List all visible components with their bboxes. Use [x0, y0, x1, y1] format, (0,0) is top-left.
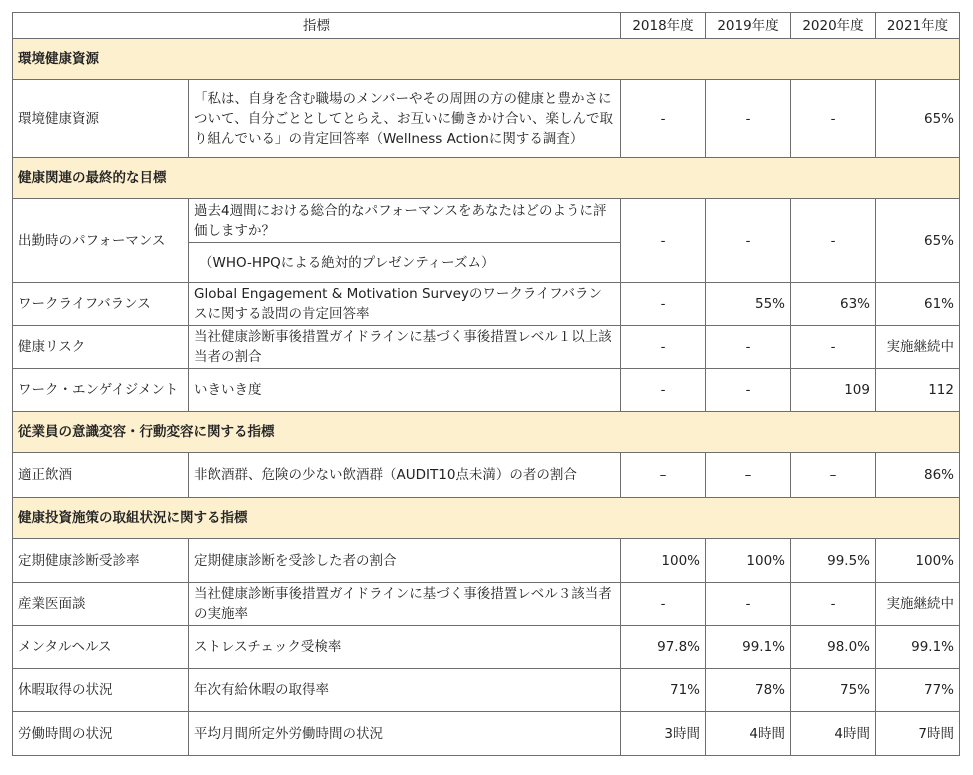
row-indicator-name: 適正飲酒 — [13, 453, 189, 498]
health-indicators-table — [12, 12, 960, 756]
value-2021: 65% — [876, 199, 960, 283]
value-2021: 77% — [876, 669, 960, 712]
row-description: ストレスチェック受検率 — [189, 626, 621, 669]
row-description: 当社健康診断事後措置ガイドラインに基づく事後措置レベル１以上該当者の割合 — [189, 326, 621, 369]
table-row — [13, 453, 960, 498]
value-2020: 99.5% — [791, 539, 876, 583]
value-2020: - — [791, 199, 876, 283]
row-indicator-name: ワーク・エンゲイジメント — [13, 369, 189, 412]
value-2018: - — [621, 369, 706, 412]
value-2019: - — [706, 80, 791, 158]
value-2018: - — [621, 326, 706, 369]
value-2018: - — [621, 283, 706, 326]
row-description: 「私は、自身を含む職場のメンバーやその周囲の方の健康と豊かさについて、自分ごととしてとらえ、お互いに働きかけ合い、楽しんで取り組んでいる」の肯定回答率（Wellness Actionに関する調査） — [189, 80, 621, 158]
header-row — [13, 13, 960, 39]
header-year-2019: 2019年度 — [706, 13, 791, 39]
section-header — [13, 39, 960, 80]
value-2021: 112 — [876, 369, 960, 412]
value-2018: 100% — [621, 539, 706, 583]
value-2021: 65% — [876, 80, 960, 158]
section-title: 従業員の意識変容・行動変容に関する指標 — [13, 412, 960, 453]
row-description: 定期健康診断を受診した者の割合 — [189, 539, 621, 583]
value-2019: 55% — [706, 283, 791, 326]
value-2018: 3時間 — [621, 712, 706, 756]
value-2019: - — [706, 199, 791, 283]
value-2020: – — [791, 453, 876, 498]
header-year-2021: 2021年度 — [876, 13, 960, 39]
row-description-note: （WHO-HPQによる絶対的プレゼンティーズム） — [189, 243, 621, 283]
table-row — [13, 626, 960, 669]
row-indicator-name: 産業医面談 — [13, 583, 189, 626]
value-2018: - — [621, 80, 706, 158]
row-description: 非飲酒群、危険の少ない飲酒群（AUDIT10点未満）の者の割合 — [189, 453, 621, 498]
row-description: 平均月間所定外労働時間の状況 — [189, 712, 621, 756]
row-description: 年次有給休暇の取得率 — [189, 669, 621, 712]
row-description: いきいき度 — [189, 369, 621, 412]
value-2020: - — [791, 80, 876, 158]
value-2021: 86% — [876, 453, 960, 498]
row-indicator-name: 休暇取得の状況 — [13, 669, 189, 712]
table-row — [13, 669, 960, 712]
value-2018: 71% — [621, 669, 706, 712]
table-row — [13, 712, 960, 756]
value-2019: - — [706, 583, 791, 626]
value-2019: 4時間 — [706, 712, 791, 756]
table-row — [13, 539, 960, 583]
value-2020: 4時間 — [791, 712, 876, 756]
value-2021: 99.1% — [876, 626, 960, 669]
value-2019: 78% — [706, 669, 791, 712]
row-description: 過去4週間における総合的なパフォーマンスをあなたはどのように評価しますか？ — [189, 199, 621, 243]
value-2020: - — [791, 326, 876, 369]
row-indicator-name: 出勤時のパフォーマンス — [13, 199, 189, 283]
row-indicator-name: 健康リスク — [13, 326, 189, 369]
value-2021: 100% — [876, 539, 960, 583]
value-2018: 97.8% — [621, 626, 706, 669]
value-2021: 実施継続中 — [876, 583, 960, 626]
table-row — [13, 583, 960, 626]
value-2018: - — [621, 583, 706, 626]
section-header — [13, 498, 960, 539]
table-row — [13, 199, 960, 243]
value-2020: 109 — [791, 369, 876, 412]
row-description: Global Engagement & Motivation Surveyのワークライフバランスに関する設問の肯定回答率 — [189, 283, 621, 326]
value-2019: – — [706, 453, 791, 498]
row-indicator-name: 労働時間の状況 — [13, 712, 189, 756]
value-2021: 61% — [876, 283, 960, 326]
table-row — [13, 80, 960, 158]
value-2018: - — [621, 199, 706, 283]
table-row — [13, 326, 960, 369]
value-2019: 100% — [706, 539, 791, 583]
value-2019: 99.1% — [706, 626, 791, 669]
value-2020: 98.0% — [791, 626, 876, 669]
row-indicator-name: 環境健康資源 — [13, 80, 189, 158]
value-2021: 7時間 — [876, 712, 960, 756]
value-2018: – — [621, 453, 706, 498]
table-row — [13, 283, 960, 326]
header-year-2020: 2020年度 — [791, 13, 876, 39]
header-indicator: 指標 — [13, 13, 621, 39]
section-title: 環境健康資源 — [13, 39, 960, 80]
section-title: 健康投資施策の取組状況に関する指標 — [13, 498, 960, 539]
value-2019: - — [706, 326, 791, 369]
row-indicator-name: 定期健康診断受診率 — [13, 539, 189, 583]
header-year-2018: 2018年度 — [621, 13, 706, 39]
section-title: 健康関連の最終的な目標 — [13, 158, 960, 199]
value-2020: 75% — [791, 669, 876, 712]
value-2020: 63% — [791, 283, 876, 326]
row-indicator-name: ワークライフバランス — [13, 283, 189, 326]
value-2019: - — [706, 369, 791, 412]
section-header — [13, 158, 960, 199]
row-description: 当社健康診断事後措置ガイドラインに基づく事後措置レベル３該当者の実施率 — [189, 583, 621, 626]
value-2021: 実施継続中 — [876, 326, 960, 369]
section-header — [13, 412, 960, 453]
value-2020: - — [791, 583, 876, 626]
table-row — [13, 369, 960, 412]
row-indicator-name: メンタルヘルス — [13, 626, 189, 669]
